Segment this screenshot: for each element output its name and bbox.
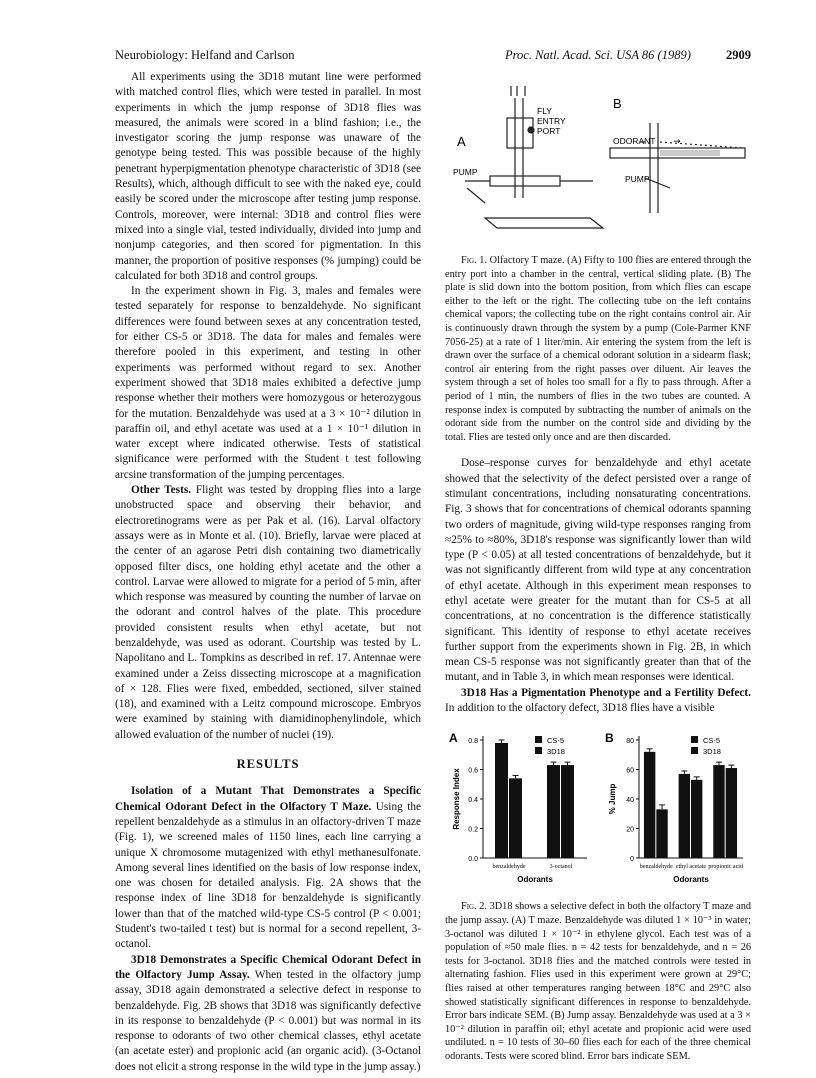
paragraph-isolation — [115, 784, 421, 952]
figure-1-caption — [445, 254, 751, 444]
caption-label: Fig. 2. — [461, 901, 487, 913]
arrow-right-icon: → — [673, 137, 681, 147]
panel-label-a: A — [457, 134, 466, 149]
bar-3d18 — [509, 779, 522, 859]
header-authors: Neurobiology: Helfand and Carlson — [115, 48, 295, 62]
right-column — [445, 70, 751, 1063]
panel-label-b: B — [613, 96, 622, 111]
legend-label: 3D18 — [703, 747, 721, 757]
legend-swatch — [691, 747, 698, 754]
panel-label: B — [605, 731, 614, 746]
odorant-stipple — [660, 150, 720, 156]
legend-label: CS-5 — [703, 736, 721, 746]
caption-text: Olfactory T maze. (A) Fifty to 100 flies are entered through the entry port into a chamber in the central, vertical sliding plate. (B) The plate is slid down into the bottom position, from which flies can escape either to the left or the right. The collecting tube on the left contains chemical vapors; the collecting tube on the right contains control air. Air is continuously drawn through the system by a pump (Cole-Parmer KNF 7056-25) at a rate of 1 liter/min. Air entering the system from the left is drawn over the surface of a chemical odorant solution in a sidearm flask; control air entering from the right passes over diluent. Air leaves the system through a set of holes too small for a fly to pass through. After a period of 1 min, the numbers of flies in the two tubes are counted. A response index is computed by subtracting the number of animals on the odorant side from the number on the control side and dividing by the total. Flies are tested only once and are then discarded. — [445, 255, 752, 443]
legend-swatch — [535, 747, 542, 754]
left-column — [115, 70, 421, 1075]
bar-cs-5 — [679, 774, 690, 858]
y-tick-label: 0.6 — [468, 767, 478, 775]
paragraph-text: When tested in the olfactory jump assay, 3D18 again demonstrated a selective defect in response to benzaldehyde. Fig. 2B shows that 3D18 was significantly defective in its response to benzaldehyde (P < 0.001) but was normal in its response to odorants of two other chemical classes, ethyl acetate (an acetate ester) and propionic acid (an organic acid). (3-Octanol does not elicit a strong response in the wild type in the jump assay.) — [115, 968, 421, 1073]
y-tick-label: 80 — [626, 738, 634, 746]
paragraph-jump-assay — [115, 953, 421, 1075]
header-journal: Proc. Natl. Acad. Sci. USA 86 (1989) — [505, 48, 691, 62]
legend-swatch — [535, 736, 542, 743]
run-in-heading: 3D18 Demonstrates a Specific Chemical Odorant Defect in the Olfactory Jump Assay. — [115, 953, 421, 981]
x-axis-label: Odorants — [673, 875, 709, 885]
caption-text: 3D18 shows a selective defect in both the olfactory T maze and the jump assay. (A) T maze. Benzaldehyde was diluted 1 × 10⁻³ in water; 3-octanol was diluted 1 × 10⁻² in ethylene glycol. Each test was of a population of ≈50 male flies. n = 42 tests for benzaldehyde, and n = 26 tests for 3-octanol. 3D18 flies and the matched controls were tested in alternating fashion. Flies used in this experiment were grown at 29°C; flies raised at other temperatures ranging between 18°C and 29°C also showed statistically significant differences in response to benzaldehyde. Error bars indicate SEM. (B) Jump assay. Benzaldehyde was used at a 3 × 10⁻² dilution in paraffin oil; ethyl acetate and propionic acid were used undiluted. n = 10 tests of 30–60 flies each for each of the three chemical odorants. Tests were scored blind. Error bars indicate SEM. — [445, 901, 752, 1062]
bar-cs-5 — [547, 765, 560, 858]
label-fly-entry-port: FLY — [537, 106, 552, 116]
y-axis-label: Response Index — [452, 768, 461, 831]
legend-label: CS-5 — [547, 736, 565, 746]
x-tick-label: 3-octanol — [549, 864, 573, 871]
paragraph-pigmentation — [445, 686, 751, 717]
y-tick-label: 0.8 — [468, 738, 478, 746]
bar-3d18 — [726, 768, 737, 858]
label-pump-a: PUMP — [453, 167, 478, 177]
paragraph-text: Using the repellent benzaldehyde as a stimulus in an olfactory-driven T maze (Fig. 1), we screened males of 1150 lines, each line carrying a unique X chromosome mutagenized with ethyl methanesulfonate. Among several lines identified on the basis of low response index, one was chosen for detailed analysis. Fig. 2A shows that the response index of line 3D18 for benzaldehyde is significantly lower than that of the matched wild-type CS-5 control (P < 0.001; Student's two-tailed t test) but is normal for a second repellent, 3-octanol. — [115, 800, 421, 951]
panel-label: A — [449, 731, 458, 746]
y-axis-label: % Jump — [608, 784, 617, 815]
chart-panel-b — [601, 726, 751, 896]
x-tick-label: benzaldehyde — [492, 864, 526, 871]
svg-text:PORT: PORT — [537, 126, 561, 136]
paragraph-text: Flight was tested by dropping flies into a large unobstructed space and observing their behavior, and electroretinograms were as per Pak et al. (16). Larval olfactory assays were as in Monte et al. (10). Briefly, larvae were placed at the center of an agarose Petri dish containing two diametrically opposed filter discs, one holding ethyl acetate and the other a control. Larvae were allowed to migrate for a period of 5 min, after which response was measured by counting the number of larvae on the odorant and control halves of the plate. This procedure provided consistent results when ethyl acetate, but not benzaldehyde, was used as odorant. Courtship was tested by L. Napolitano and L. Tompkins as described in ref. 17. Antennae were examined under a Zeiss dissecting microscope at a magnification of × 128. Flies were fixed, embedded, sectioned, silver stained (18), and examined with a Leitz compound microscope. Embryos were examined by staining with diamidinophenylindole, which allowed evaluation of the number of nuclei (19). — [115, 484, 422, 741]
section-heading-results: RESULTS — [236, 757, 300, 772]
caption-label: Fig. 1. — [461, 255, 488, 266]
bar-3d18 — [656, 810, 667, 859]
y-tick-label: 0 — [630, 856, 634, 864]
bar-cs-5 — [644, 752, 655, 858]
label-odorant: ODORANT — [613, 136, 656, 146]
bar-cs-5 — [713, 765, 724, 858]
label-pump-b: PUMP — [625, 174, 650, 184]
x-tick-label: propionic acid — [708, 864, 743, 871]
apparatus-a — [465, 86, 603, 228]
figure-1-t-maze-diagram — [445, 78, 751, 248]
y-tick-label: 0.4 — [468, 797, 478, 805]
paragraph: Dose–response curves for benzaldehyde and ethyl acetate showed that the selectivity of the defect persisted over a range of stimulant concentrations, including nonsaturating concentrations. Fig. 3 shows that for concentrations of chemical odorants spanning two orders of magnitude, giving wild-type responses ranging from ≈25% to ≈80%, 3D18's response was significantly lower than wild type (P < 0.05) at all tested concentrations of benzaldehyde, but it was not significantly different from wild type at any concentration of ethyl acetate. Although in this experiment mean responses to ethyl acetate were greater for the mutant than for CS-5 at all concentrations, at no concentration is the difference statistically significant. This identity of response to ethyl acetate receives further support from the experiments shown in Fig. 2B, in which mean CS-5 response was not significantly greater than that of the mutant, and in Table 3, in which mean responses were identical. — [445, 457, 751, 684]
figure-2-caption — [445, 900, 751, 1063]
paragraph-other-tests — [115, 483, 421, 743]
legend-label: 3D18 — [547, 747, 565, 757]
y-tick-label: 40 — [626, 797, 634, 805]
run-in-heading: 3D18 Has a Pigmentation Phenotype and a Fertility Defect. — [461, 686, 751, 699]
run-in-heading: Isolation of a Mutant That Demonstrates a Specific Chemical Odorant Defect in the Olfactory T Maze. — [115, 785, 421, 813]
y-tick-label: 60 — [626, 767, 634, 775]
x-tick-label: benzaldehyde — [639, 864, 673, 871]
figure-2-charts — [445, 726, 751, 896]
y-tick-label: 0.2 — [468, 826, 478, 834]
paragraph-text: In addition to the olfactory defect, 3D18 flies have a visible — [445, 702, 715, 715]
svg-text:ENTRY: ENTRY — [537, 116, 566, 126]
paragraph: All experiments using the 3D18 mutant line were performed with matched control flies, which were tested in parallel. In most experiments in which the jump response of 3D18 flies was measured, the animals were scored in a blind fashion; i.e., the investigator scoring the jump response was unaware of the genotype being tested. This was possible because of the highly penetrant hyperpigmentation phenotype characteristic of 3D18 (see Results), which, although difficult to see with the naked eye, could easily be scored under the microscope after testing jump response. Controls, moreover, were internal: 3D18 and control flies were mixed into a single vial, tested individually, divided into jump and nonjump categories, and then scored for pigmentation. In this manner, the proportion of positive responses (% jumping) could be calculated for both 3D18 and control groups. — [115, 71, 421, 282]
page-number: 2909 — [726, 48, 751, 62]
bar-3d18 — [691, 780, 702, 858]
x-axis-label: Odorants — [517, 875, 553, 885]
y-tick-label: 20 — [626, 826, 634, 834]
legend-swatch — [691, 736, 698, 743]
bar-3d18 — [561, 765, 574, 858]
run-in-heading: Other Tests. — [131, 484, 192, 497]
chart-panel-a — [445, 726, 595, 896]
y-tick-label: 0.0 — [468, 856, 478, 864]
t-maze-drawing — [445, 78, 751, 248]
x-tick-label: ethyl acetate — [675, 864, 707, 871]
bar-cs-5 — [495, 743, 508, 858]
paragraph: In the experiment shown in Fig. 3, males and females were tested separately for response to benzaldehyde. No significant differences were found between sexes at any concentration tested, for either CS-5 or 3D18. The data for males and females were therefore pooled in this experiment, and testing in other experiments was performed without regard to sex. Another experiment showed that 3D18 males exhibited a defective jump response whether their mothers were homozygous or heterozygous for the mutation. Benzaldehyde was used at a 3 × 10⁻² dilution in paraffin oil, and ethyl acetate was used at a 1 × 10⁻¹ dilution in water except where indicated otherwise. Tests of statistical significance were performed with the Student t test following arcsine transformation of the jumping percentages. — [115, 285, 421, 481]
